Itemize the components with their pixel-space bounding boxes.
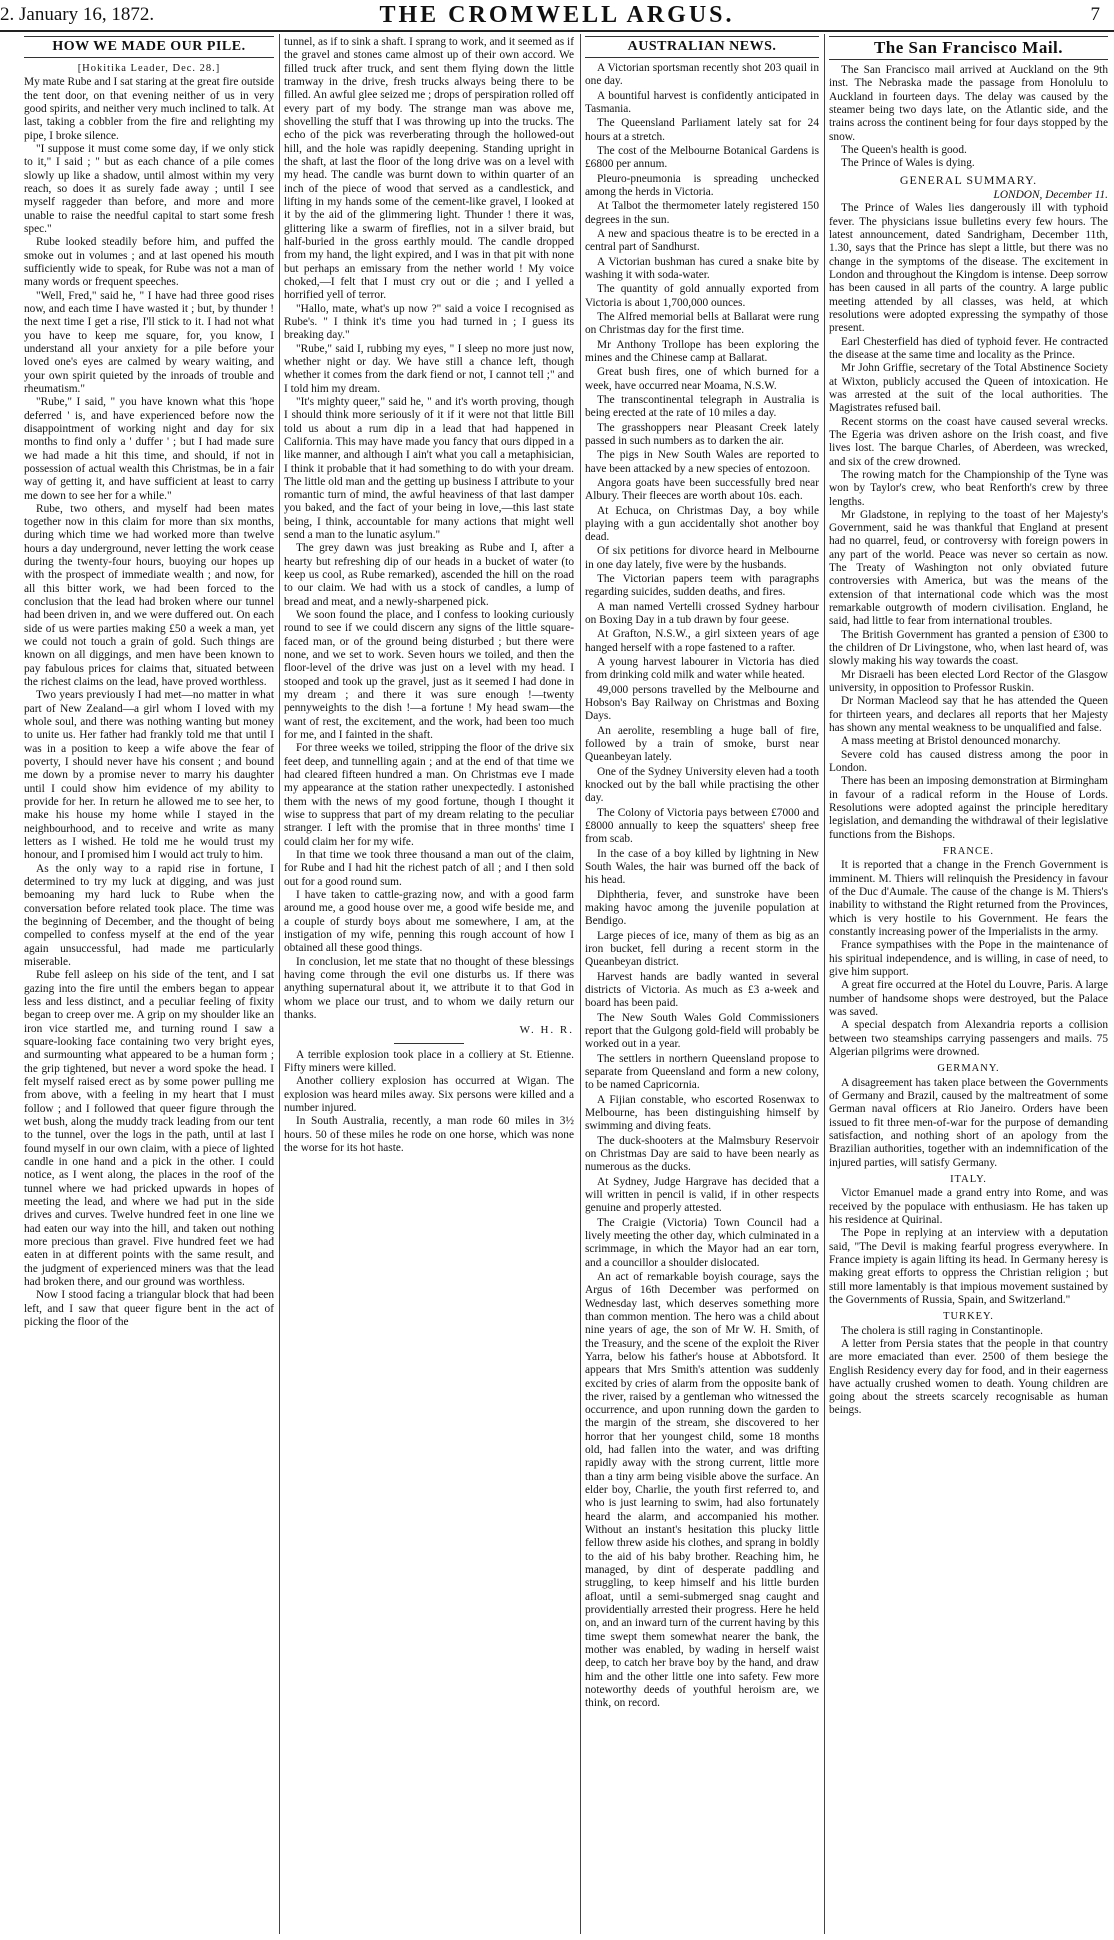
turkey-paragraph: A letter from Persia states that the people in that country are more emaciated than ever. 2500 of them besiege the English Residency every day for food, and in their eagerness have actually crushed women to death. Young children are going about the streets scarcely recognisable as human beings. <box>829 1337 1108 1417</box>
column-rule <box>279 34 280 1934</box>
story-body-part-1 <box>24 76 274 1329</box>
story-paragraph: Rube fell asleep on his side of the tent, and I sat gazing into the fire until the embers began to appear less and less distinct, and a peculiar feeling of fixity began to creep over me. A grip on my shoulder like an iron vice startled me, and turning round I saw a square-looking face containing two very bright eyes, and surmounting what appeared to be a human form ; the grip tightened, but never a word spoke the head. I felt myself raised erect as by some power pulling me from above, with a feeling in my heart that I must follow ; and I followed that queer figure through the wet bush, along the muddy track leading from our tent to the tunnel, over the logs in the path, until at last I found myself in our own claim, with a piece of lighted candle in one hand and a pick in the other. I could notice, as I went along, the places in the roof of the tunnel where we had pricked upwards in hopes of meeting the lead, and where we had put in the side drives and curves. Twelve hundred feet in one line we had eaten our way into the hill, and taken out nothing more precious than gravel. Five hundred feet we had eaten in at different points with the same result, and the judgment of experienced miners was that the lead had broken there, and our ground was worthless. <box>24 969 274 1288</box>
brief-item: A terrible explosion took place in a colliery at St. Etienne. Fifty miners were killed. <box>284 1048 574 1074</box>
story-paragraph: Two years previously I had met—no matter in what part of New Zealand—a girl whom I loved with my whole soul, and there was nothing wanting but money to unite us. Her father had frankly told me that until I was in a position to keep a wife above the fear of poverty, I should never have his consent ; and bound me down by a promise never to marry his daughter until I could show him evidence of my ability to provide for her. In return he allowed me to see her, to make his house my home while I stayed in the neighbourhood, and to receive and write as many letters as I wished. He told me he would trust my honour, and I promised him I would act truly to him. <box>24 689 274 862</box>
germany-paragraph: A disagreement has taken place between the Governments of Germany and Brazil, caused by the maltreatment of some German naval officers at Rio Janeiro. Orders have been issued to fit three men-of-war for the purpose of demanding satisfaction, and nothing short of an apology from the Brazilian authorities, together with an indemnification of the injured parties, will satisfy Germany. <box>829 1076 1108 1169</box>
summary-paragraph: Mr Disraeli has been elected Lord Rector of the Glasgow university, in opposition to Professor Ruskin. <box>829 668 1108 695</box>
news-item: At Sydney, Judge Hargrave has decided that a will written in pencil is valid, if in other respects genuine and properly attested. <box>585 1175 819 1215</box>
news-item: The pigs in New South Wales are reported to have been attacked by a new species of entozoon. <box>585 449 819 475</box>
news-item: The settlers in northern Queensland propose to separate from Queensland and form a new colony, to be named Capricornia. <box>585 1052 819 1092</box>
story-paragraph: We soon found the place, and I confess to looking curiously round to see if we could discern any signs of the little square-faced man, or of the ground being disturbed ; but there were none, and we set to work. Seven hours we toiled, and then the floor-level of the drive was just on a level with my head. I stooped and took up the gravel, just as it seemed I had done in my dream ; and there it was sure enough !—twenty pennyweights to the dish !—a fortune ! My head swam—the want of rest, the excitement, and the work, had been too much for me, and I fainted in the shaft. <box>284 609 574 742</box>
story-paragraph: "Hallo, mate, what's up now ?" said a voice I recognised as Rube's. " I think it's time you had turned in ; I guess its breaking day." <box>284 302 574 342</box>
summary-paragraph: The British Government has granted a pension of £300 to the children of Dr Livingstone, who, when last heard of, was slowly making his way towards the coast. <box>829 628 1108 668</box>
masthead-page-number: 7 <box>1090 4 1100 25</box>
summary-items <box>829 202 1108 842</box>
news-item: A Victorian bushman has cured a snake bite by washing it with soda-water. <box>585 255 819 281</box>
column-4 <box>829 36 1108 1934</box>
sf-mail-intro <box>829 64 1108 171</box>
news-item: Of six petitions for divorce heard in Melbourne in one day lately, five were by the husbands. <box>585 545 819 571</box>
story-paragraph: "It's mighty queer," said he, " and it's worth proving, though I should think more seriously of it if it were not that little Bill told us about a rum dip in a lead that had happened in California. This may have made you fancy that ours dipped in a like manner, and although I ain't what you call a metaphisician, I think it probable that it had something to do with your dream. The little old man and the getting up business I attribute to your romantic turn of mind, the awful heaviness of that last damper you baked, and the fact of your being in love,—this last state being, I think, accountable for many actions that might well send a man to the lunatic asylum." <box>284 395 574 542</box>
france-paragraph: It is reported that a change in the French Government is imminent. M. Thiers will relinquish the Presidency in favour of the Duc d'Aumale. The cause of the change is M. Thiers's inability to withstand the Right returned from the Provinces, which is very hostile to his Government. He fears the constantly increasing power of the Imperialists in the army. <box>829 859 1108 938</box>
news-item: The grasshoppers near Pleasant Creek lately passed in such numbers as to darken the air. <box>585 421 819 447</box>
news-item: A young harvest labourer in Victoria has died from drinking cold milk and water while heated. <box>585 656 819 682</box>
masthead <box>0 0 1114 32</box>
summary-paragraph: Dr Norman Macleod say that he has attended the Queen for thirteen years, and declares all reports that her Majesty has shown any mental weakness to be unqualified and false. <box>829 695 1108 735</box>
story-paragraph: I have taken to cattle-grazing now, and with a good farm around me, a good house over me, a good wife beside me, and a couple of sturdy boys about me somewhere, I am, at the instigation of my wife, penning this rough account of how I obtained all these good things. <box>284 889 574 955</box>
story-signature: W. H. R. <box>519 1024 574 1037</box>
news-item: The Queensland Parliament lately sat for 24 hours at a stretch. <box>585 117 819 143</box>
news-item: A man named Vertelli crossed Sydney harbour on Boxing Day in a tub drawn by four geese. <box>585 600 819 627</box>
germany-items <box>829 1077 1108 1170</box>
story-paragraph: Rube looked steadily before him, and puffed the smoke out in volumes ; and at last opened his mouth sufficiently wide to speak, for Rube was not a man of many words or frequent speeches. <box>24 236 274 289</box>
germany-heading: GERMANY. <box>937 1063 1000 1075</box>
mail-paragraph: The Queen's health is good. <box>841 143 967 156</box>
france-heading: FRANCE. <box>942 846 995 858</box>
turkey-heading: TURKEY. <box>943 1311 994 1323</box>
news-item: Harvest hands are badly wanted in several districts of Victoria. As much as £3 a-week and board has been paid. <box>585 970 819 1010</box>
news-item: The New South Wales Gold Commissioners report that the Gulgong gold-field will probably be worked out in a year. <box>585 1011 819 1051</box>
italy-paragraph: The Pope in replying at an interview with a deputation said, "The Devil is making fearful progress everywhere. In France impiety is again lifting its head. In Germany heresy is making great efforts to oppress the Christian religion ; but still more lamentably is that impious movement sustained by the Governments of Russia, Spain, and Switzerland." <box>829 1227 1108 1306</box>
news-item: At Grafton, N.S.W., a girl sixteen years of age hanged herself with a rope fastened to a rafter. <box>585 628 819 654</box>
story-heading: HOW WE MADE OUR PILE. <box>24 36 274 58</box>
italy-paragraph: Victor Emanuel made a grand entry into Rome, and was received by the populace with enthusiasm. He has taken up his residence at Quirinal. <box>829 1187 1108 1226</box>
news-item: Diphtheria, fever, and sunstroke have been making havoc among the juvenile population at Bendigo. <box>585 888 819 928</box>
news-item: Pleuro-pneumonia is spreading unchecked among the herds in Victoria. <box>585 172 819 198</box>
mail-paragraph: The Prince of Wales is dying. <box>841 157 975 170</box>
summary-paragraph: The rowing match for the Championship of the Tyne was won by Taylor's crew, who beat Renforth's crew by three lengths. <box>829 468 1108 508</box>
brief-items <box>284 1049 574 1156</box>
news-item: 49,000 persons travelled by the Melbourne and Hobson's Bay Railway on Christmas and Boxing Days. <box>585 683 819 723</box>
general-summary-heading: GENERAL SUMMARY. <box>899 172 1038 187</box>
column-3 <box>585 36 819 1934</box>
summary-paragraph: Mr Gladstone, in replying to the toast of her Majesty's Government, said he was thankful that England at present had no quarrel, feud, or controversy with foreign powers in any part of the world. Peace was never so certain as now. The Treaty of Washington not only obviated future controversies with America, but was the means of the extension of that international code which was the most remarkable outgrowth of modern civilisation. England, he said, had little to fear from international troubles. <box>829 508 1108 628</box>
story-paragraph: Rube, two others, and myself had been mates together now in this claim for more than six months, during which time we had worked more than twelve hours a day underground, never letting the work cease during the twenty-four hours, buoying our hopes up with the prospect of immediate wealth ; and now, for all this bitter work, we had been forced to the conclusion that the lead had broken where our tunnel had been driven in, and we were duffered out. On each side of us were parties making £50 a week a man, yet we could not touch a grain of gold. Such things are known on all diggings, and men have been known to pay fabulous prices for claims that, situated between the richest claims on the lead, have proved worthless. <box>24 502 274 689</box>
summary-paragraph: Earl Chesterfield has died of typhoid fever. He contracted the disease at the same time and locality as the Prince. <box>829 335 1108 361</box>
news-item: The cost of the Melbourne Botanical Gardens is £6800 per annum. <box>585 144 819 171</box>
masthead-title: THE CROMWELL ARGUS. <box>379 2 735 28</box>
news-item: A new and spacious theatre is to be erected in a central part of Sandhurst. <box>585 227 819 254</box>
news-item: One of the Sydney University eleven had a tooth knocked out by the ball while practising the other day. <box>585 765 819 805</box>
story-paragraph: My mate Rube and I sat staring at the great fire outside the tent door, on that evening neither of us in very good spirits, and neither very much inclined to talk. At last, taking a cobbler from the fire and relighting my pipe, I broke silence. <box>24 76 274 142</box>
italy-items <box>829 1187 1108 1307</box>
sf-mail-heading: The San Francisco Mail. <box>829 36 1108 60</box>
summary-paragraph: The Prince of Wales lies dangerously ill with typhoid fever. The physicians issue bulletins every few hours. The latest announcement, dated Sandrigham, December 11th, 1.30, says that the Prince has slept a little, but there was no change in the symptoms of the disease. The excitement in London and throughout the Kingdom is intense. Deep sorrow has been caused in all parts of the country. A large public meeting attended by all classes, was held, at which resolutions were adopted expressing the sympathy of those present. <box>829 202 1108 335</box>
column-2 <box>284 36 574 1934</box>
news-item: In the case of a boy killed by lightning in New South Wales, the hair was burned off the back of his head. <box>585 847 819 887</box>
story-paragraph: "I suppose it must come some day, if we only stick to it," I said ; " but as each chance of a pile comes slowly up like a shadow, until almost within my very reach, so does it as surely fade away ; until I see myself raggeder than before, and more and more unable to raise the needful capital to start some fresh spec." <box>24 142 274 235</box>
story-dateline: [Hokitika Leader, Dec. 28.] <box>77 63 221 74</box>
section-separator <box>394 1043 464 1044</box>
summary-paragraph: Mr John Griffie, secretary of the Total Abstinence Society at Wixton, publicly accused the Queen of intoxication. He was arrested at the suit of the local authorities. The Magistrates refused bail. <box>829 362 1108 415</box>
story-paragraph: For three weeks we toiled, stripping the floor of the drive six feet deep, and tunnelling again ; and at the end of that time we had cleared fifteen hundred a man. On Christmas eve I made my appearance at the station rather unexpectedly. I astonished them with the news of my good fortune, though I thought it wise to suppress that part of my dream relating to the peculiar stranger. I left with the promise that in three months' time I could claim her for my wife. <box>284 742 574 848</box>
news-item: At Echuca, on Christmas Day, a boy while playing with a gun accidentally shot another boy dead. <box>585 504 819 544</box>
news-item: A Victorian sportsman recently shot 203 quail in one day. <box>585 62 819 88</box>
story-paragraph: "Rube," said I, rubbing my eyes, " I sleep no more just now, whether night or day. We have still a chance left, though whether it comes from the dark fiend or not, I cannot tell ;" and I told him my dream. <box>284 342 574 395</box>
news-item: An act of remarkable boyish courage, says the Argus of 16th December was performed on Wednesday last, which deserves something more than common mention. The hero was a child about nine years of age, the son of Mr W. H. Smith, of the Treasury, and the scene of the exploit the River Yarra, below his father's house at Abbotsford. It appears that Mrs Smith's attention was suddenly excited by cries of alarm from the opposite bank of the river, raised by a gentleman who witnessed the occurrence, and upon running down the garden to the margin of the stream, she discovered to her horror that her youngest child, some 18 months old, had fallen into the water, and was drifting rapidly away with the strong current, little more than a tiny arm being visible above the surface. An elder boy, Charlie, the youth first referred to, and who is just learning to swim, had also fortunately heard the alarm, and accompanied his mother. Without an instant's hesitation this plucky little fellow threw aside his clothes, and sprang in boldly to the aid of his baby brother. Reaching him, he managed, by dint of desperate paddling and struggling, to keep himself and his little burden afloat, until a semi-submerged snag caught and providentially arrested their progress. Here he held on, and an inward turn of the current having by this time swept them somewhat nearer the bank, the mother was enabled, by wading in herself waist deep, to catch her brave boy by the hand, and draw him and the other little one into safety. Few more noteworthy deeds of youthful heroism are, we think, on record. <box>585 1270 819 1710</box>
france-items <box>829 859 1108 1059</box>
story-paragraph: In that time we took three thousand a man out of the claim, for Rube and I had hit the richest patch of all ; and I then sold out for a good round sum. <box>284 849 574 888</box>
summary-dateline: LONDON, December 11. <box>993 188 1108 201</box>
france-paragraph: France sympathises with the Pope in the maintenance of his spiritual independence, and is willing, in case of need, to give him support. <box>829 939 1108 978</box>
turkey-items <box>829 1325 1108 1418</box>
news-item: An aerolite, resembling a huge ball of fire, followed by a train of smoke, burst near Queanbeyan lately. <box>585 724 819 764</box>
summary-paragraph: A mass meeting at Bristol denounced monarchy. <box>841 735 1061 748</box>
news-item: The Alfred memorial bells at Ballarat were rung on Christmas day for the first time. <box>585 310 819 337</box>
summary-paragraph: Severe cold has caused distress among the poor in London. <box>829 748 1108 775</box>
story-paragraph: In conclusion, let me state that no thought of these blessings having come through the evil one disturbs us. If there was anything supernatural about it, we attribute it to that God in whom we place our trust, and to whom we daily return our thanks. <box>284 955 574 1021</box>
mail-paragraph: The San Francisco mail arrived at Auckland on the 9th inst. The Nebraska made the passage from Honolulu to Auckland in fourteen days. The delay was caused by the steamer being two days late, on the Atlantic side, and the trains across the continent being for four days stopped by the snow. <box>829 64 1108 143</box>
australian-news-items <box>585 62 819 1711</box>
summary-paragraph: Recent storms on the coast have caused several wrecks. The Egeria was driven ashore on the Irish coast, and five lives lost. The barque Charles, of Aberdeen, was wrecked, and six of the crew drowned. <box>829 415 1108 468</box>
news-item: The transcontinental telegraph in Australia is being erected at the rate of 10 miles a day. <box>585 393 819 420</box>
australian-news-heading: AUSTRALIAN NEWS. <box>585 36 819 58</box>
news-item: Large pieces of ice, many of them as big as an iron bucket, fell during a recent storm in the Queanbeyan district. <box>585 929 819 969</box>
column-1 <box>24 36 274 1934</box>
news-item: A Fijian constable, who escorted Rosenwax to Melbourne, has been distinguishing himself by swimming and diving feats. <box>585 1093 819 1133</box>
story-paragraph: As the only way to a rapid rise in fortune, I determined to try my luck at digging, and was just bemoaning my hard luck to Rube when the conversation before related took place. The time was the beginning of December, and the thought of being compelled to confess myself at the end of the year again unsuccessful, had made me particularly miserable. <box>24 862 274 968</box>
france-paragraph: A special despatch from Alexandria reports a collision between two steamships carrying passengers and mails. 75 Algerian pilgrims were drowned. <box>829 1019 1108 1058</box>
news-item: Great bush fires, one of which burned for a week, have occurred near Moama, N.S.W. <box>585 366 819 392</box>
masthead-date: 2. January 16, 1872. <box>0 4 155 25</box>
france-paragraph: A great fire occurred at the Hotel du Louvre, Paris. A large number of handsome shops were destroyed, but the Palace was saved. <box>829 979 1108 1018</box>
news-item: The Colony of Victoria pays between £7000 and £8000 annually to keep the squatters' sheep free from scab. <box>585 806 819 846</box>
news-item: Angora goats have been successfully bred near Albury. Their fleeces are worth about 10s. each. <box>585 476 819 503</box>
italy-heading: ITALY. <box>950 1173 987 1185</box>
story-body-part-2 <box>284 36 574 1022</box>
brief-item: In South Australia, recently, a man rode 60 miles in 3½ hours. 50 of these miles he rode on one horse, which was none the worse for its hot haste. <box>284 1115 574 1154</box>
news-item: A bountiful harvest is confidently anticipated in Tasmania. <box>585 89 819 115</box>
news-item: The quantity of gold annually exported from Victoria is about 1,700,000 ounces. <box>585 283 819 309</box>
column-rule <box>580 34 581 1934</box>
story-paragraph: The grey dawn was just breaking as Rube and I, after a hearty but refreshing dip of our heads in a bucket of water (to keep us cool, as Rube remarked), ascended the hill on the road to our claim. We had with us a stock of candles, a lump of bread and meat, and a newly-sharpened pick. <box>284 542 574 608</box>
story-paragraph: Now I stood facing a triangular block that had been left, and I saw that queer figure bent in the act of picking the floor of the <box>24 1289 274 1328</box>
news-item: Mr Anthony Trollope has been exploring the mines and the Chinese camp at Ballarat. <box>585 338 819 364</box>
brief-item: Another colliery explosion has occurred at Wigan. The explosion was heard miles away. Six persons were killed and a number injured. <box>284 1075 574 1114</box>
news-item: The Craigie (Victoria) Town Council had a lively meeting the other day, which culminated in a scrimmage, in which the Mayor had an ear torn, and a councillor a shoulder dislocated. <box>585 1216 819 1269</box>
turkey-paragraph: The cholera is still raging in Constantinople. <box>841 1324 1043 1337</box>
news-item: The duck-shooters at the Malmsbury Reservoir on Christmas Day are said to have been nearly as numerous as the ducks. <box>585 1134 819 1174</box>
column-rule <box>824 34 825 1934</box>
story-paragraph: "Well, Fred," said he, " I have had three good rises now, and each time I have wasted it ; but, by thunder ! the next time I get a rise, I'll stick to it. I had not what you have to keep me square, for, you know, I understand all your anxiety for a pile before your loved one's eyes are calmed by weary waiting, and your own spirit quieted by the inroads of trouble and rheumatism." <box>24 289 274 395</box>
story-paragraph: tunnel, as if to sink a shaft. I sprang to work, and it seemed as if the gravel and stones came almost up of their own accord. We filled truck after truck, and sent them flying down the little tramway in the drive, fresh trucks always being there to be filled. An awful glee seized me ; drops of perspiration rolled off every part of my body. The strange man was above me, shovelling the stuff that I was throwing up into the trucks. The echo of the pick was reverberating through the hollowed-out hill, and the hole was rapidly deepening. Standing upright in the shaft, at last the floor of the long drive was on a level with my head. The candle was burnt down to within quarter of an inch of the piece of wood that served as a candlestick, and lifting in my hands some of the cement-like gravel, I looked at it by the aid of the glimmering light. Thunder ! there it was, glittering like a swarm of fireflies, not in a silver braid, but half-buried in the gross earthly mould. The candle dropped from my hand, the light expired, and I was in that pit with none but perhaps an emissary from the nether world ! My voice choked,—I felt that I must cry out or die ; and I yelled a horrified yell of terror. <box>284 36 574 302</box>
summary-paragraph: There has been an imposing demonstration at Birmingham in favour of a radical reform in the House of Lords. Resolutions were adopted against the principle hereditary legislation, and demanding the withdrawal of their legislative functions from the Bishops. <box>829 775 1108 841</box>
story-paragraph: "Rube," I said, " you have known what this 'hope deferred ' is, and have experienced before now the disappointment of working night and day for six months to find only a ' duffer ' ; but I had made sure we had made a hit this time, and should, if not in possession of actual wealth this Christmas, be in a fair way of getting it, and have sufficient at least to carry me down to see her for a while." <box>24 396 274 502</box>
news-item: At Talbot the thermometer lately registered 150 degrees in the sun. <box>585 200 819 226</box>
news-item: The Victorian papers teem with paragraphs regarding suicides, sudden deaths, and fires. <box>585 573 819 599</box>
